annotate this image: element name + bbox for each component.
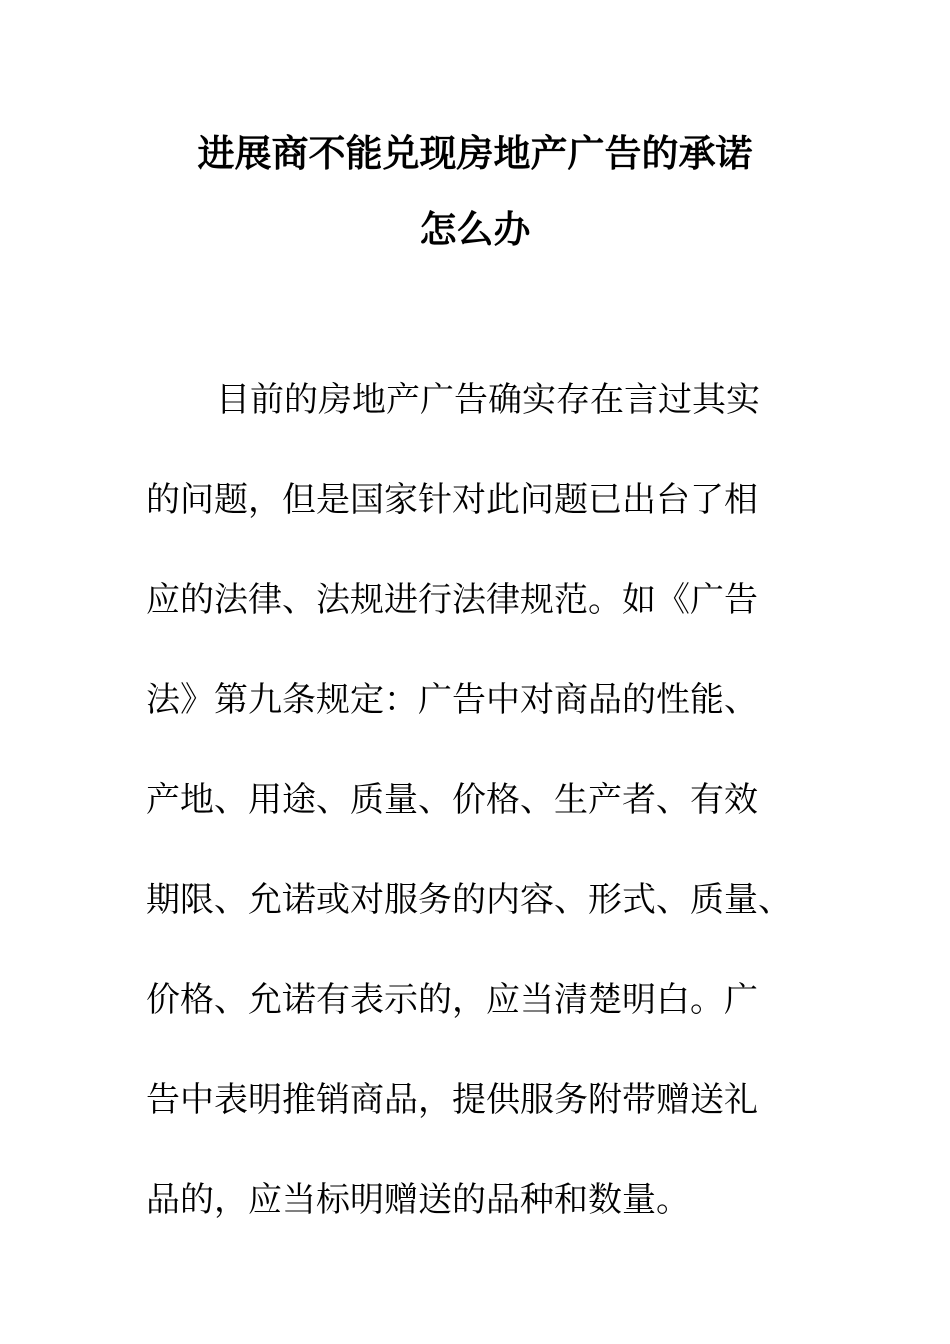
- body-text-line-6: 期限、允诺或对服务的内容、形式、质量、: [146, 880, 792, 920]
- document-title-line-1: 进展商不能兑现房地产广告的承诺: [197, 132, 753, 175]
- body-text-line-7: 价格、允诺有表示的，应当清楚明白。广: [146, 980, 758, 1020]
- body-text-line-2: 的问题，但是国家针对此问题已出台了相: [146, 480, 758, 520]
- body-text-line-5: 产地、用途、质量、价格、生产者、有效: [146, 780, 758, 820]
- body-text-line-1: 目前的房地产广告确实存在言过其实: [216, 380, 760, 420]
- body-text-line-3: 应的法律、法规进行法律规范。如《广告: [146, 580, 758, 620]
- body-text-line-9: 品的，应当标明赠送的品种和数量。: [146, 1180, 690, 1220]
- document-title-line-2: 怎么办: [419, 208, 531, 251]
- body-text-line-8: 告中表明推销商品，提供服务附带赠送礼: [146, 1080, 758, 1120]
- body-text-line-4: 法》第九条规定：广告中对商品的性能、: [146, 680, 758, 720]
